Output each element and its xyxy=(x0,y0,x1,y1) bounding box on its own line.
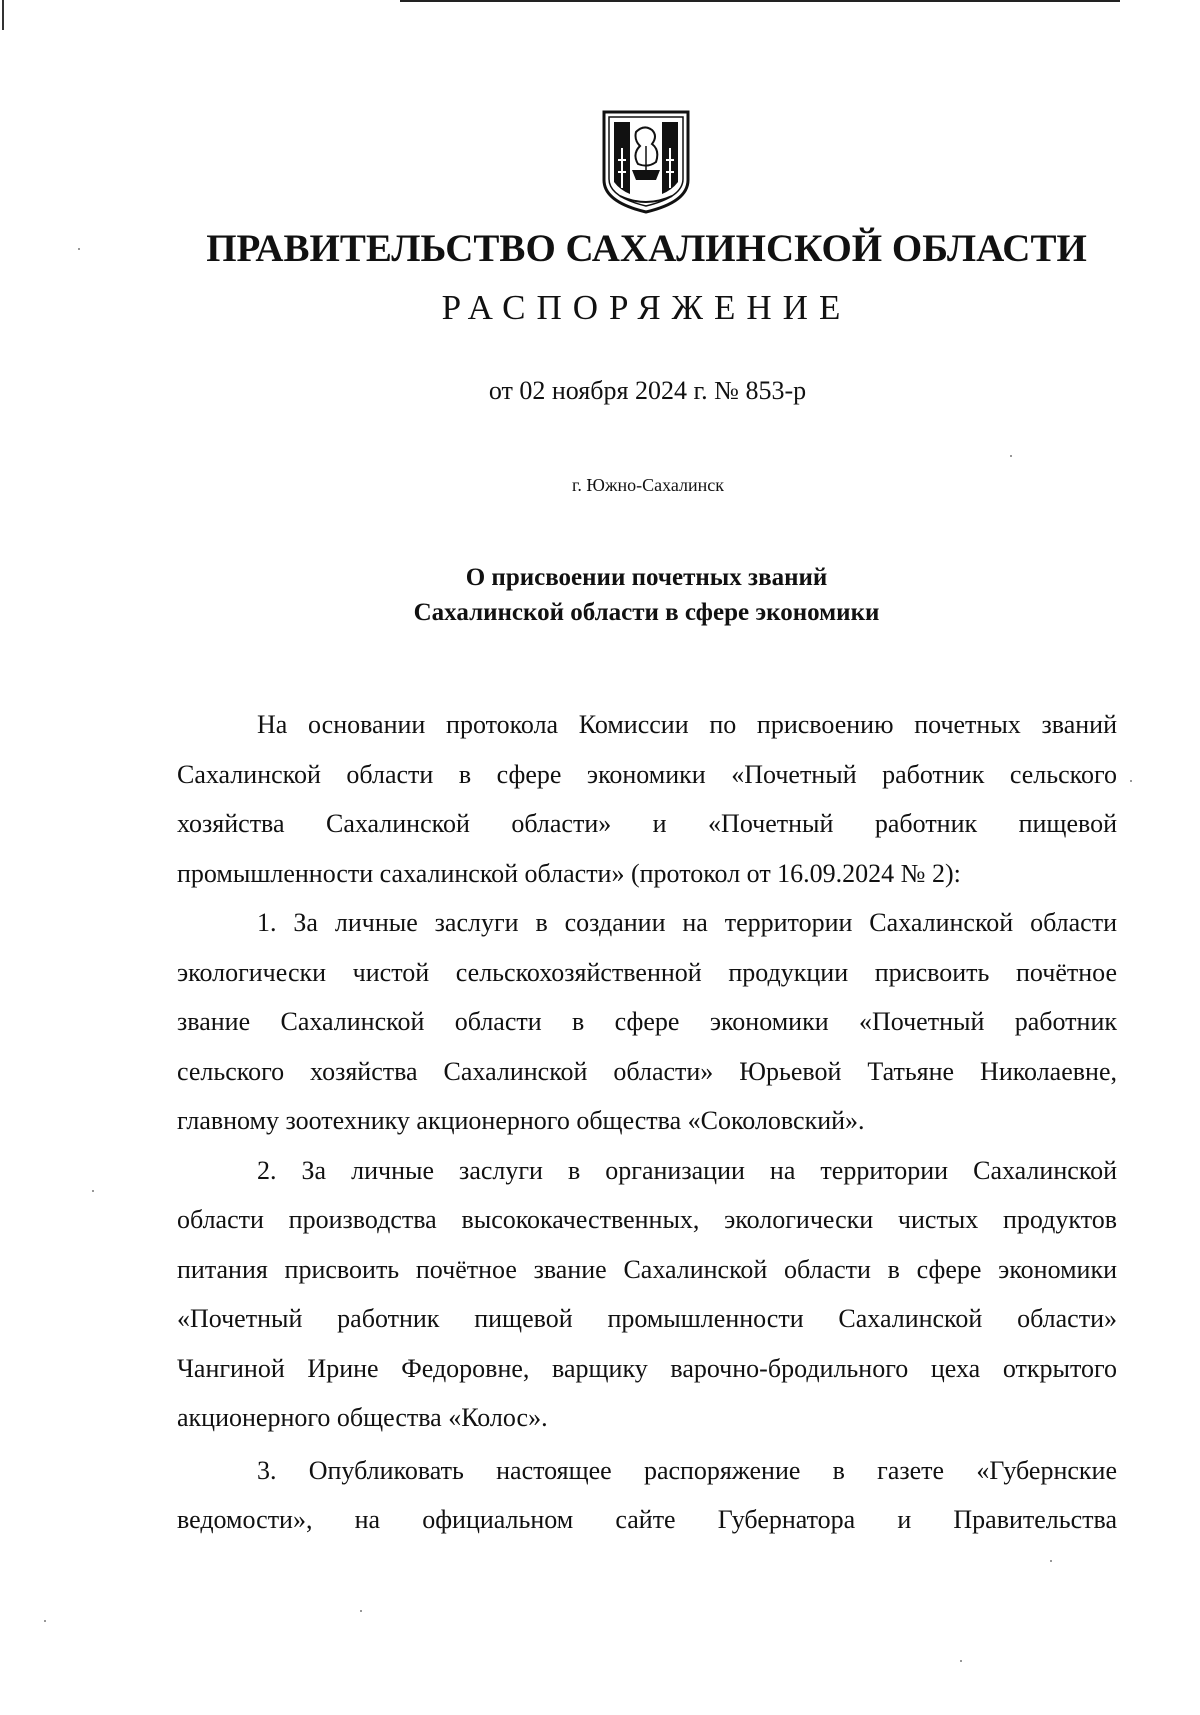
text-line: акционерного общества «Колос». xyxy=(177,1403,548,1432)
text-line: звание Сахалинской области в сфере экономики «Почетный работник xyxy=(177,1007,1117,1036)
scan-speck xyxy=(1050,1560,1052,1562)
text-line: 1. За личные заслуги в создании на территории Сахалинской области xyxy=(257,908,1117,937)
preamble-paragraph xyxy=(177,700,1117,898)
document-subject xyxy=(0,560,1200,630)
text-line: хозяйства Сахалинской области» и «Почетный работник пищевой xyxy=(177,809,1117,838)
text-line: питания присвоить почётное звание Сахалинской области в сфере экономики xyxy=(177,1254,1117,1284)
text-line: главному зоотехнику акционерного общества «Соколовский». xyxy=(177,1106,865,1135)
scan-speck xyxy=(78,248,80,250)
scan-edge-top xyxy=(400,0,1120,2)
text-line: Сахалинской области в сфере экономики «Почетный работник сельского xyxy=(177,759,1117,789)
scan-edge-left xyxy=(2,0,4,30)
subject-line-2: Сахалинской области в сфере экономики xyxy=(413,599,880,626)
document-date-number: от 02 ноября 2024 г. № 853-р xyxy=(488,376,807,405)
text-line: На основании протокола Комиссии по присвоению почетных званий xyxy=(257,710,1117,739)
sakhalin-coat-of-arms-icon xyxy=(600,110,692,214)
item-3-paragraph xyxy=(177,1446,1117,1545)
item-2-paragraph xyxy=(177,1146,1117,1443)
document-city: г. Южно-Сахалинск xyxy=(571,475,725,495)
government-title: ПРАВИТЕЛЬСТВО САХАЛИНСКОЙ ОБЛАСТИ xyxy=(206,227,1087,270)
text-line: промышленности сахалинской области» (протокол от 16.09.2024 № 2): xyxy=(177,858,961,888)
scan-speck xyxy=(360,1610,362,1612)
text-line: экологически чистой сельскохозяйственной продукции присвоить почётное xyxy=(177,957,1117,987)
text-line: сельского хозяйства Сахалинской области» Юрьевой Татьяне Николаевне, xyxy=(177,1056,1117,1086)
scan-speck xyxy=(44,1620,46,1622)
scan-speck xyxy=(1010,455,1012,457)
scan-speck xyxy=(1130,780,1132,782)
text-line: ведомости», на официальном сайте Губернатора и Правительства xyxy=(177,1505,1117,1534)
text-line: 2. За личные заслуги в организации на территории Сахалинской xyxy=(257,1155,1117,1185)
text-line: Чангиной Ирине Федоровне, варщику варочно-бродильного цеха открытого xyxy=(177,1353,1117,1383)
text-line: 3. Опубликовать настоящее распоряжение в газете «Губернские xyxy=(257,1455,1117,1485)
text-line: «Почетный работник пищевой промышленности Сахалинской области» xyxy=(177,1304,1117,1333)
document-type: РАСПОРЯЖЕНИЕ xyxy=(441,288,852,327)
text-line: области производства высококачественных, экологически чистых продуктов xyxy=(177,1205,1117,1234)
scan-speck xyxy=(960,1660,962,1662)
subject-line-1: О присвоении почетных званий xyxy=(465,564,828,591)
scan-speck xyxy=(92,1190,94,1192)
document-body xyxy=(177,700,1117,1545)
item-1-paragraph xyxy=(177,898,1117,1146)
